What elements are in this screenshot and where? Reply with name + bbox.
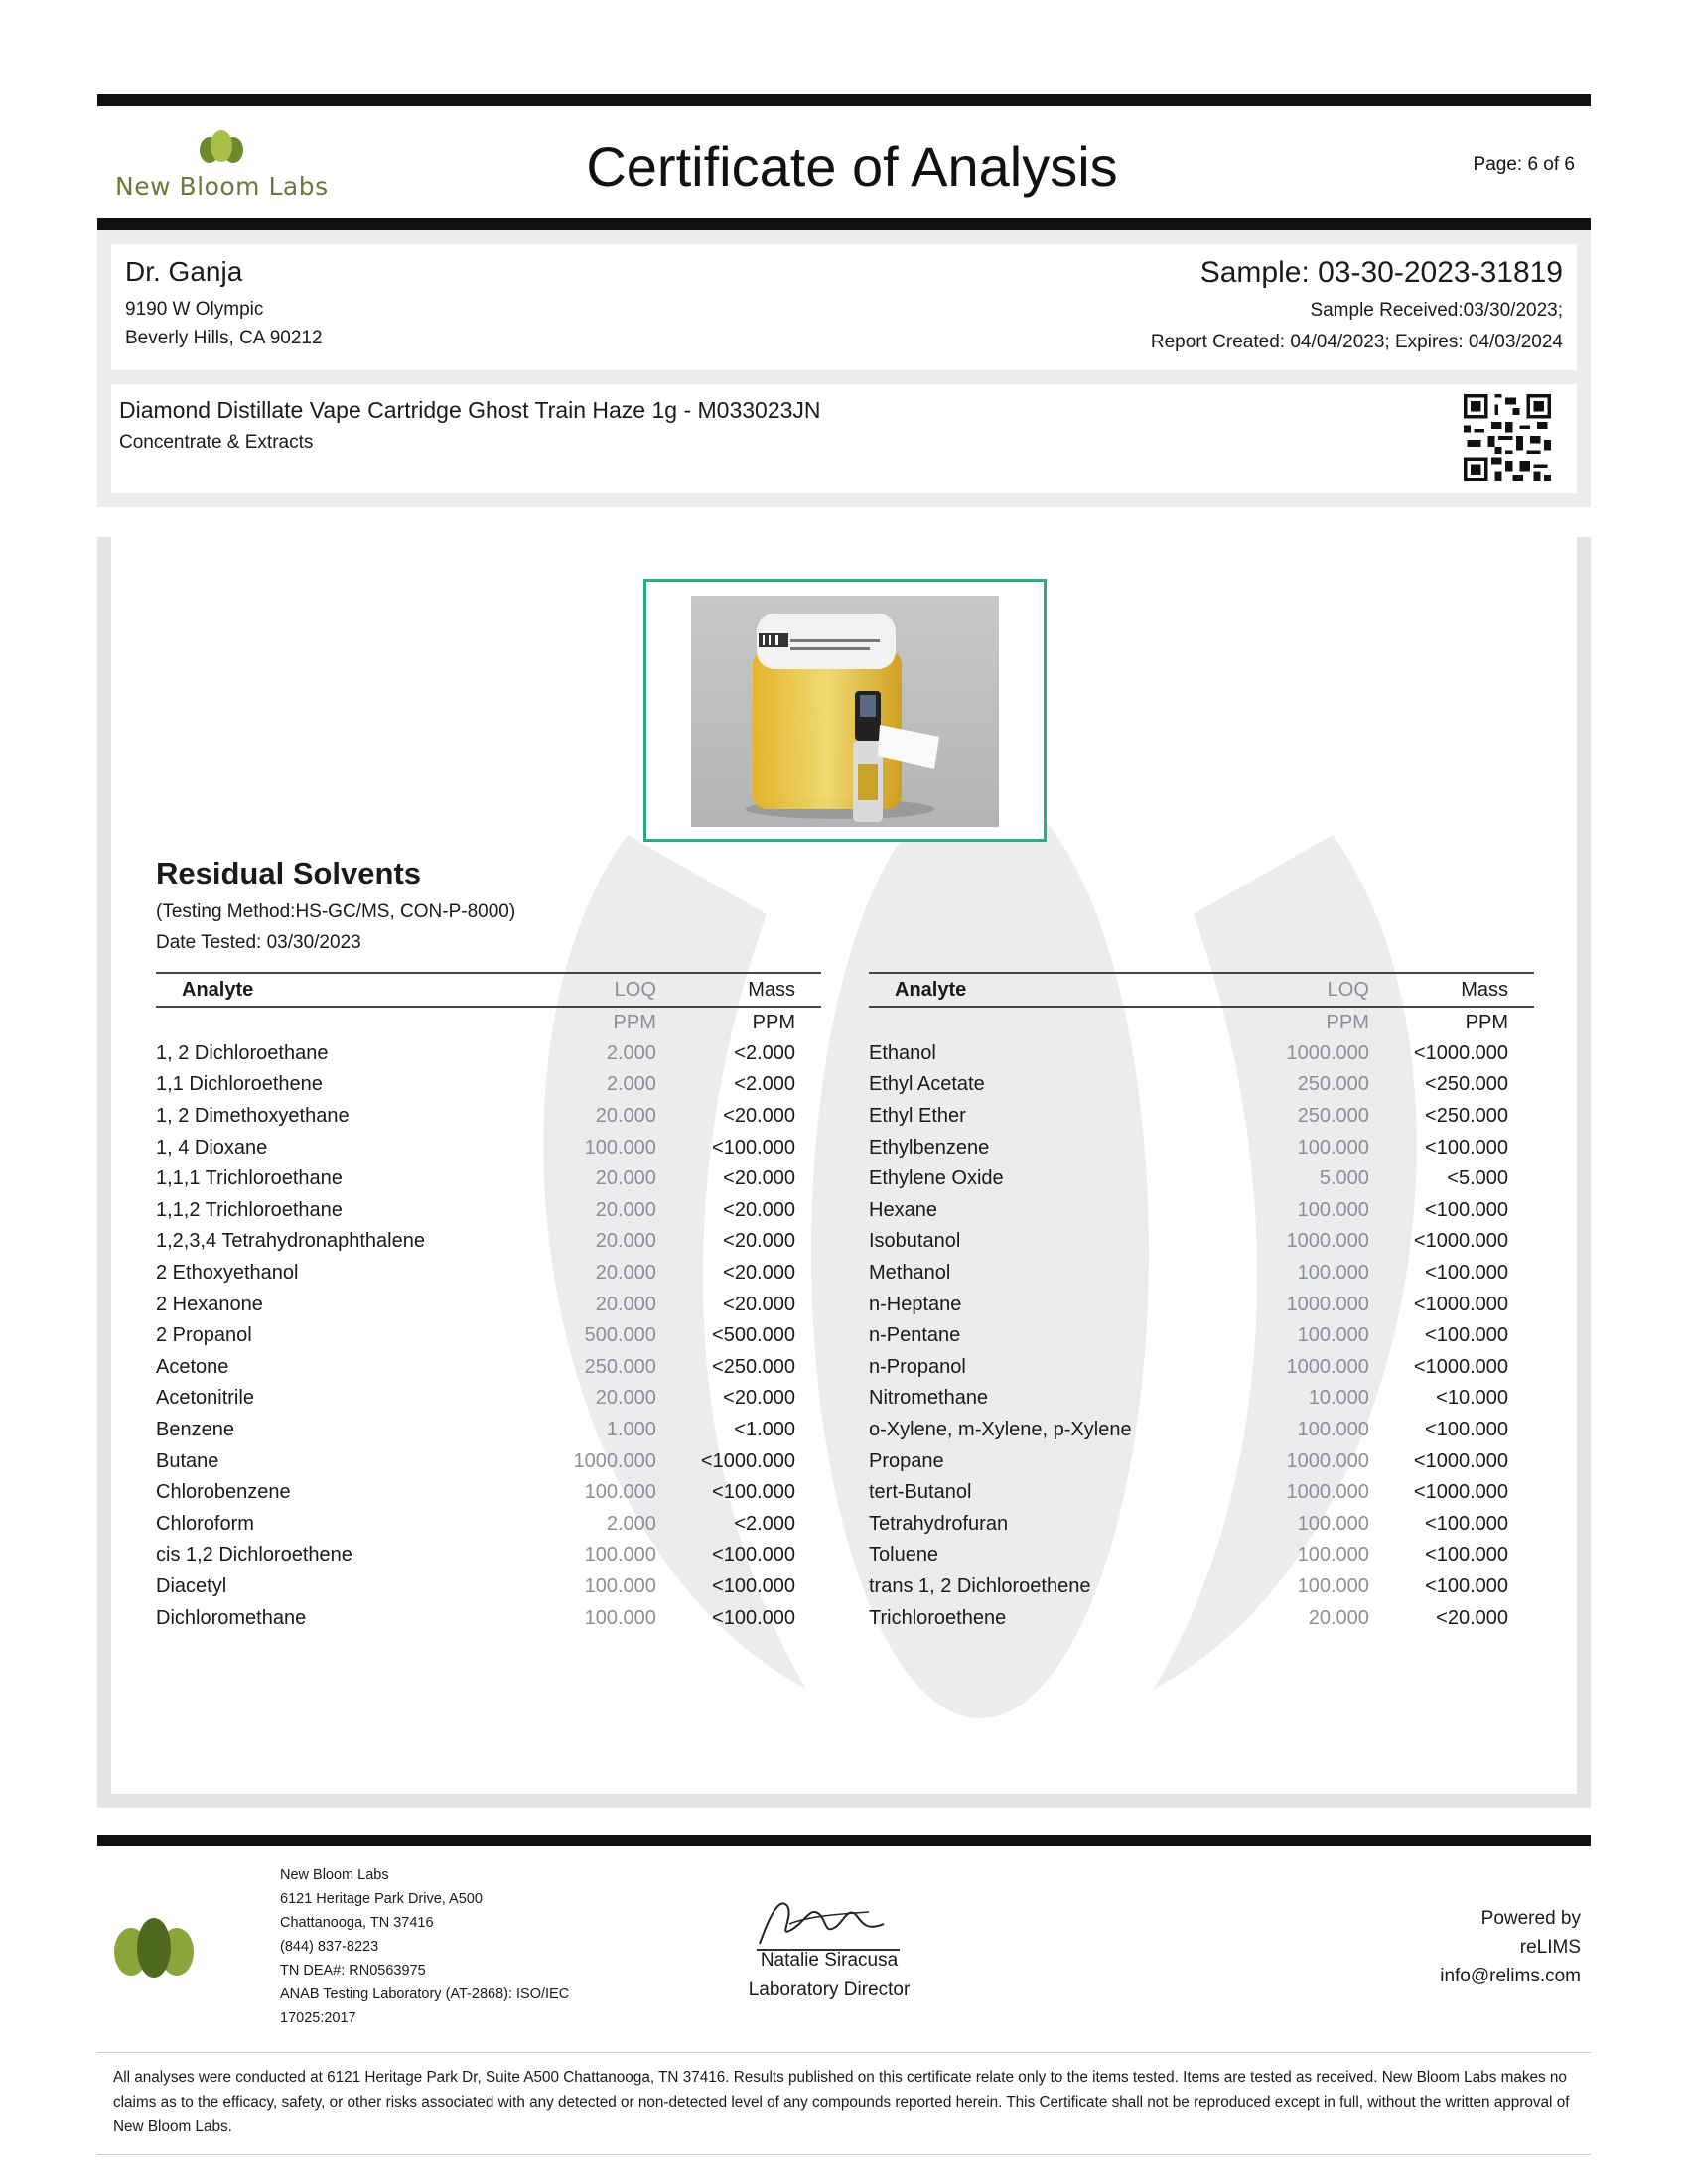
mass-cell: <2.000 xyxy=(734,1073,795,1096)
mass-cell: <250.000 xyxy=(1425,1073,1508,1096)
logo-mark-icon xyxy=(197,128,246,166)
loq-cell: 250.000 xyxy=(1297,1073,1369,1096)
powered-by-line: Powered by xyxy=(1480,1908,1581,1929)
loq-cell: 20.000 xyxy=(595,1387,656,1410)
analyte-cell: Ethylene Oxide xyxy=(869,1167,1004,1190)
loq-cell: 250.000 xyxy=(584,1355,656,1378)
solvents-table-right xyxy=(869,972,1534,1634)
header-analyte: Analyte xyxy=(156,973,515,1007)
analyte-cell: 2 Hexanone xyxy=(156,1293,263,1315)
mass-cell: <100.000 xyxy=(1425,1544,1508,1567)
analyte-cell: Ethyl Acetate xyxy=(869,1073,985,1096)
unit-mass: PPM xyxy=(752,1011,795,1033)
brand-logo xyxy=(115,128,329,207)
product-category: Concentrate & Extracts xyxy=(119,432,314,453)
header-loq: LOQ xyxy=(1228,973,1381,1007)
date-tested: Date Tested: 03/30/2023 xyxy=(156,932,361,953)
client-name: Dr. Ganja xyxy=(125,256,243,287)
table-row xyxy=(869,1540,1534,1571)
powered-by-line: reLIMS xyxy=(1519,1937,1581,1958)
mass-cell: <100.000 xyxy=(1425,1512,1508,1535)
mass-cell: <100.000 xyxy=(712,1544,795,1567)
signer-name: Natalie Siracusa xyxy=(760,1950,899,1971)
header-analyte: Analyte xyxy=(869,973,1228,1007)
loq-cell: 100.000 xyxy=(1297,1324,1369,1347)
loq-cell: 100.000 xyxy=(1297,1544,1369,1567)
loq-cell: 250.000 xyxy=(1297,1105,1369,1128)
units-blank xyxy=(869,1007,1228,1038)
loq-cell: 1000.000 xyxy=(1286,1041,1369,1064)
table-row xyxy=(869,1383,1534,1415)
table-row xyxy=(156,1195,821,1227)
footer-bottom-divider xyxy=(97,2154,1591,2155)
analyte-cell: n-Heptane xyxy=(869,1293,962,1315)
loq-cell: 100.000 xyxy=(584,1606,656,1629)
analyte-cell: tert-Butanol xyxy=(869,1481,972,1504)
loq-cell: 1000.000 xyxy=(1286,1293,1369,1315)
powered-by xyxy=(1440,1904,1581,1990)
mass-cell: <20.000 xyxy=(723,1387,795,1410)
logo-text: New Bloom Labs xyxy=(115,172,329,201)
signer-title: Laboratory Director xyxy=(748,1979,911,2000)
mass-cell: <1000.000 xyxy=(1413,1293,1508,1315)
mass-cell: <20.000 xyxy=(723,1262,795,1285)
client-address-line1: 9190 W Olympic xyxy=(125,299,264,320)
header xyxy=(97,106,1591,218)
loq-cell: 100.000 xyxy=(1297,1262,1369,1285)
loq-cell: 20.000 xyxy=(595,1262,656,1285)
table-row xyxy=(156,1477,821,1509)
units-blank xyxy=(156,1007,515,1038)
loq-cell: 100.000 xyxy=(1297,1512,1369,1535)
mass-cell: <250.000 xyxy=(1425,1105,1508,1128)
loq-cell: 1000.000 xyxy=(573,1449,656,1472)
testing-method: (Testing Method:HS-GC/MS, CON-P-8000) xyxy=(156,901,516,922)
table-row xyxy=(869,1320,1534,1352)
lab-info-line: TN DEA#: RN0563975 xyxy=(280,1963,426,1979)
sample-id: Sample: 03-30-2023-31819 xyxy=(1199,256,1563,289)
loq-cell: 10.000 xyxy=(1308,1387,1369,1410)
mass-cell: <20.000 xyxy=(723,1230,795,1253)
table-row xyxy=(156,1226,821,1258)
table-row xyxy=(869,1415,1534,1446)
unit-mass: PPM xyxy=(1465,1011,1508,1033)
loq-cell: 1.000 xyxy=(606,1419,656,1441)
table-row xyxy=(156,1258,821,1290)
table-header-row xyxy=(869,973,1534,1007)
analyte-cell: 2 Ethoxyethanol xyxy=(156,1262,299,1285)
client-card xyxy=(111,244,1577,370)
product-name: Diamond Distillate Vape Cartridge Ghost Train Haze 1g - M033023JN xyxy=(119,397,821,423)
client-section xyxy=(97,230,1591,384)
table-row xyxy=(156,1163,821,1195)
mass-cell: <20.000 xyxy=(723,1293,795,1315)
table-row xyxy=(869,1069,1534,1101)
analyte-cell: Butane xyxy=(156,1449,219,1472)
lab-info-line: (844) 837-8223 xyxy=(280,1939,379,1955)
table-row xyxy=(869,1352,1534,1384)
mass-cell: <5.000 xyxy=(1447,1167,1508,1190)
analyte-cell: 1, 2 Dichloroethane xyxy=(156,1041,329,1064)
loq-cell: 100.000 xyxy=(584,1481,656,1504)
section-title: Residual Solvents xyxy=(156,856,422,890)
analyte-cell: Benzene xyxy=(156,1419,234,1441)
header-top-bar xyxy=(97,94,1591,106)
table-row xyxy=(869,1509,1534,1541)
loq-cell: 100.000 xyxy=(1297,1136,1369,1159)
product-section xyxy=(97,384,1591,507)
analyte-cell: Toluene xyxy=(869,1544,939,1567)
table-row xyxy=(156,1540,821,1571)
header-mass: Mass xyxy=(1381,973,1534,1007)
analyte-cell: n-Pentane xyxy=(869,1324,961,1347)
solvents-table-left xyxy=(156,972,821,1634)
table-row xyxy=(869,1602,1534,1634)
analyte-cell: Hexane xyxy=(869,1198,937,1221)
analyte-cell: Diacetyl xyxy=(156,1574,227,1597)
product-photo-icon xyxy=(691,596,999,827)
mass-cell: <100.000 xyxy=(1425,1136,1508,1159)
table-row xyxy=(869,1258,1534,1290)
analyte-cell: 1,1,1 Trichloroethane xyxy=(156,1167,343,1190)
mass-cell: <1000.000 xyxy=(1413,1230,1508,1253)
mass-cell: <1000.000 xyxy=(1413,1449,1508,1472)
table-row xyxy=(156,1320,821,1352)
analyte-cell: 1, 4 Dioxane xyxy=(156,1136,268,1159)
qr-code-icon xyxy=(1464,394,1551,481)
signature-icon xyxy=(750,1886,899,1956)
mass-cell: <100.000 xyxy=(712,1481,795,1504)
analyte-cell: cis 1,2 Dichloroethene xyxy=(156,1544,352,1567)
client-address-line2: Beverly Hills, CA 90212 xyxy=(125,328,323,348)
page-number: Page: 6 of 6 xyxy=(1473,154,1575,175)
footer-top-bar xyxy=(97,1835,1591,1846)
loq-cell: 2.000 xyxy=(606,1512,656,1535)
product-card xyxy=(111,384,1577,493)
loq-cell: 20.000 xyxy=(595,1293,656,1315)
loq-cell: 100.000 xyxy=(584,1574,656,1597)
footer-logo-mark-icon xyxy=(111,1918,197,1979)
table-row xyxy=(869,1226,1534,1258)
table-row xyxy=(156,1445,821,1477)
header-loq: LOQ xyxy=(515,973,668,1007)
table-row xyxy=(156,1383,821,1415)
table-header-row xyxy=(156,973,821,1007)
table-row xyxy=(869,1132,1534,1163)
analyte-cell: Dichloromethane xyxy=(156,1606,307,1629)
lab-info-line: 6121 Heritage Park Drive, A500 xyxy=(280,1891,483,1907)
mass-cell: <100.000 xyxy=(712,1606,795,1629)
mass-cell: <20.000 xyxy=(723,1105,795,1128)
table-row xyxy=(869,1289,1534,1320)
footer-divider xyxy=(97,2052,1591,2053)
mass-cell: <1000.000 xyxy=(700,1449,795,1472)
mass-cell: <1000.000 xyxy=(1413,1041,1508,1064)
analyte-cell: Ethyl Ether xyxy=(869,1105,966,1128)
table-row xyxy=(869,1038,1534,1070)
table-row xyxy=(869,1477,1534,1509)
table-row xyxy=(156,1602,821,1634)
mass-cell: <500.000 xyxy=(712,1324,795,1347)
loq-cell: 1000.000 xyxy=(1286,1481,1369,1504)
mass-cell: <100.000 xyxy=(1425,1324,1508,1347)
mass-cell: <2.000 xyxy=(734,1041,795,1064)
loq-cell: 100.000 xyxy=(584,1544,656,1567)
analyte-cell: Methanol xyxy=(869,1262,951,1285)
sample-received: Sample Received:03/30/2023; xyxy=(1310,300,1563,321)
loq-cell: 100.000 xyxy=(1297,1198,1369,1221)
document-title: Certificate of Analysis xyxy=(586,135,1118,198)
unit-loq: PPM xyxy=(1326,1011,1369,1033)
report-dates: Report Created: 04/04/2023; Expires: 04/03/2024 xyxy=(1150,332,1563,352)
table-row xyxy=(156,1289,821,1320)
mass-cell: <10.000 xyxy=(1436,1387,1508,1410)
lab-contact-info xyxy=(280,1863,569,2030)
analyte-cell: Isobutanol xyxy=(869,1230,961,1253)
table-row xyxy=(869,1163,1534,1195)
analyte-cell: 2 Propanol xyxy=(156,1324,252,1347)
table-row xyxy=(156,1571,821,1603)
units-row xyxy=(156,1007,821,1038)
mass-cell: <100.000 xyxy=(1425,1198,1508,1221)
analyte-cell: o-Xylene, m-Xylene, p-Xylene xyxy=(869,1419,1132,1441)
mass-cell: <20.000 xyxy=(723,1167,795,1190)
units-row xyxy=(869,1007,1534,1038)
analyte-cell: Chlorobenzene xyxy=(156,1481,291,1504)
loq-cell: 5.000 xyxy=(1319,1167,1369,1190)
analyte-cell: Acetonitrile xyxy=(156,1387,254,1410)
header-bottom-bar xyxy=(97,218,1591,230)
table-row xyxy=(869,1195,1534,1227)
mass-cell: <250.000 xyxy=(712,1355,795,1378)
loq-cell: 20.000 xyxy=(1308,1606,1369,1629)
table-row xyxy=(869,1101,1534,1133)
loq-cell: 2.000 xyxy=(606,1041,656,1064)
loq-cell: 2.000 xyxy=(606,1073,656,1096)
mass-cell: <1000.000 xyxy=(1413,1355,1508,1378)
powered-by-line: info@relims.com xyxy=(1440,1966,1581,1986)
mass-cell: <100.000 xyxy=(1425,1262,1508,1285)
loq-cell: 20.000 xyxy=(595,1198,656,1221)
analyte-cell: 1, 2 Dimethoxyethane xyxy=(156,1105,350,1128)
mass-cell: <1.000 xyxy=(734,1419,795,1441)
analyte-cell: Trichloroethene xyxy=(869,1606,1007,1629)
analyte-cell: Chloroform xyxy=(156,1512,254,1535)
header-mass: Mass xyxy=(668,973,821,1007)
loq-cell: 20.000 xyxy=(595,1105,656,1128)
sample-photo-frame xyxy=(643,579,1047,842)
lab-info-line: Chattanooga, TN 37416 xyxy=(280,1915,434,1931)
mass-cell: <20.000 xyxy=(723,1198,795,1221)
table-row xyxy=(156,1101,821,1133)
loq-cell: 100.000 xyxy=(1297,1419,1369,1441)
table-row xyxy=(156,1415,821,1446)
disclaimer: All analyses were conducted at 6121 Heritage Park Dr, Suite A500 Chattanooga, TN 37416. Results published on this certificate relate only to the items tested. Items are tested as received. New Bloom Labs makes no claims as to the efficacy, safety, or other risks associated with any detected or non-detected level of any compounds reported herein. This Certificate shall not be reproduced except in full, without the written approval of New Bloom Labs. xyxy=(113,2069,1570,2135)
loq-cell: 100.000 xyxy=(584,1136,656,1159)
table-row xyxy=(156,1509,821,1541)
table-row xyxy=(156,1132,821,1163)
table-row xyxy=(156,1038,821,1070)
analyte-cell: 1,1 Dichloroethene xyxy=(156,1073,323,1096)
loq-cell: 20.000 xyxy=(595,1230,656,1253)
mass-cell: <2.000 xyxy=(734,1512,795,1535)
loq-cell: 500.000 xyxy=(584,1324,656,1347)
loq-cell: 1000.000 xyxy=(1286,1449,1369,1472)
loq-cell: 100.000 xyxy=(1297,1574,1369,1597)
mass-cell: <1000.000 xyxy=(1413,1481,1508,1504)
analyte-cell: Tetrahydrofuran xyxy=(869,1512,1009,1535)
unit-loq: PPM xyxy=(613,1011,656,1033)
table-row xyxy=(869,1571,1534,1603)
table-row xyxy=(156,1069,821,1101)
mass-cell: <100.000 xyxy=(712,1574,795,1597)
mass-cell: <20.000 xyxy=(1436,1606,1508,1629)
analyte-cell: Acetone xyxy=(156,1355,229,1378)
table-row xyxy=(156,1352,821,1384)
mass-cell: <100.000 xyxy=(1425,1574,1508,1597)
analyte-cell: Propane xyxy=(869,1449,944,1472)
lab-info-line: 17025:2017 xyxy=(280,2010,356,2026)
loq-cell: 1000.000 xyxy=(1286,1355,1369,1378)
loq-cell: 1000.000 xyxy=(1286,1230,1369,1253)
loq-cell: 20.000 xyxy=(595,1167,656,1190)
analyte-cell: Ethylbenzene xyxy=(869,1136,990,1159)
analyte-cell: 1,1,2 Trichloroethane xyxy=(156,1198,343,1221)
analyte-cell: Ethanol xyxy=(869,1041,936,1064)
analyte-cell: 1,2,3,4 Tetrahydronaphthalene xyxy=(156,1230,425,1253)
analyte-cell: n-Propanol xyxy=(869,1355,966,1378)
lab-info-line: New Bloom Labs xyxy=(280,1867,389,1883)
analyte-cell: Nitromethane xyxy=(869,1387,989,1410)
mass-cell: <100.000 xyxy=(712,1136,795,1159)
mass-cell: <100.000 xyxy=(1425,1419,1508,1441)
analyte-cell: trans 1, 2 Dichloroethene xyxy=(869,1574,1091,1597)
lab-info-line: ANAB Testing Laboratory (AT-2868): ISO/IEC xyxy=(280,1986,570,2002)
table-row xyxy=(869,1445,1534,1477)
